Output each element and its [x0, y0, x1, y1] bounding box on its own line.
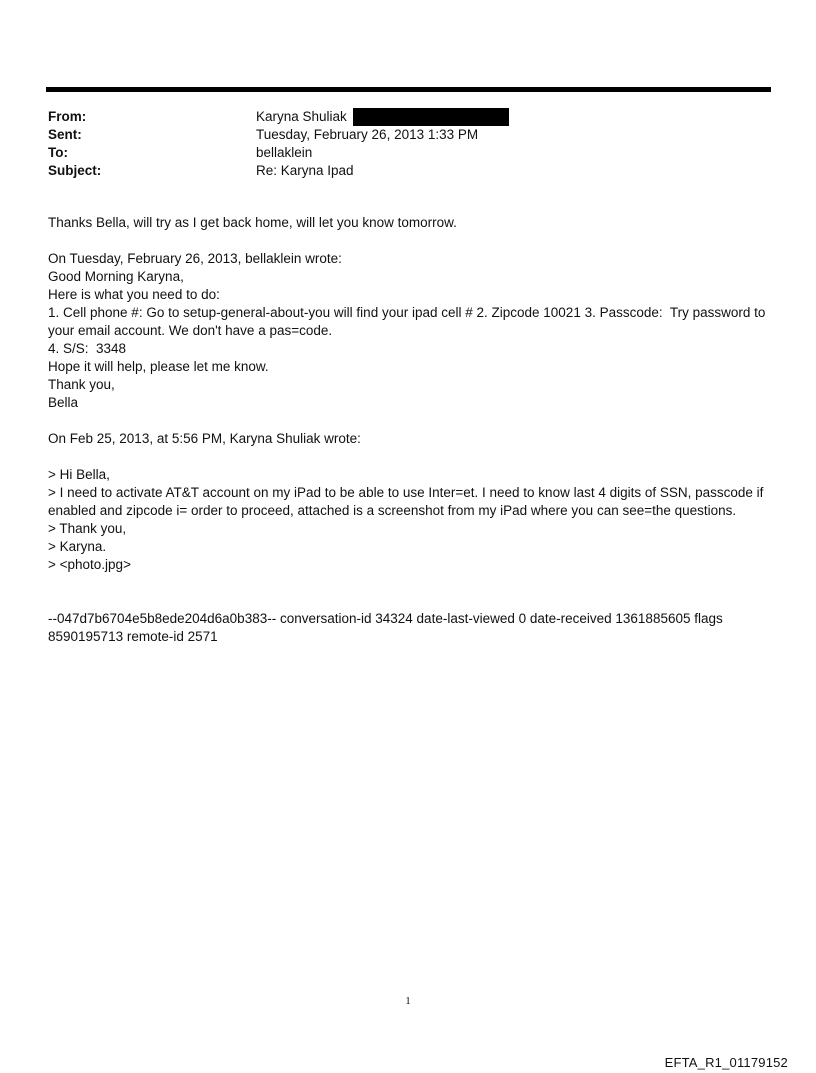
- page-number: 1: [405, 995, 411, 1007]
- quote2-line: > Karyna.: [48, 539, 107, 554]
- quote1-line: Hope it will help, please let me know.: [48, 359, 269, 374]
- quote1-line: 4. S/S: 3348: [48, 341, 127, 356]
- quote1-line: Good Morning Karyna,: [48, 269, 184, 284]
- email-header: [48, 108, 768, 180]
- quote2-line: > Hi Bella,: [48, 467, 110, 482]
- to-row: [48, 144, 768, 162]
- subject-row: [48, 162, 768, 180]
- reply-text: Thanks Bella, will try as I get back home, will let you know tomorrow.: [48, 215, 457, 230]
- quote1-line: 1. Cell phone #: Go to setup-general-about-you will find your ipad cell # 2. Zipcode 10021 3. Passcode: Try password to your email account. We don't have a pas=code.: [48, 305, 770, 338]
- to-value: bellaklein: [256, 145, 313, 160]
- quote1-line: Thank you,: [48, 377, 115, 392]
- email-body: [48, 214, 772, 646]
- document-id: EFTA_R1_01179152: [664, 1055, 788, 1070]
- message-metadata: --047d7b6704e5b8ede204d6a0b383-- conversation-id 34324 date-last-viewed 0 date-received 1361885605 flags 8590195713 remote-id 2571: [48, 611, 727, 644]
- from-row: [48, 108, 768, 126]
- quote2-header: On Feb 25, 2013, at 5:56 PM, Karyna Shuliak wrote:: [48, 431, 361, 446]
- sent-value: Tuesday, February 26, 2013 1:33 PM: [256, 127, 479, 142]
- quote1-line: Bella: [48, 395, 79, 410]
- quote2-line: > Thank you,: [48, 521, 127, 536]
- from-label: From:: [48, 109, 87, 124]
- quote2-line: > I need to activate AT&T account on my iPad to be able to use Inter=et. I need to know last 4 digits of SSN, passcode if enabled and zipcode i= order to proceed, attached is a screenshot from my iPad where you can see=the questions.: [48, 485, 768, 518]
- quote1-header: On Tuesday, February 26, 2013, bellaklein wrote:: [48, 251, 342, 266]
- header-rule: [46, 87, 771, 92]
- quote1-line: Here is what you need to do:: [48, 287, 220, 302]
- redaction-block: [353, 108, 509, 126]
- sent-row: [48, 126, 768, 144]
- subject-label: Subject:: [48, 163, 102, 178]
- sender-name: Karyna Shuliak: [256, 109, 347, 124]
- from-value: [256, 108, 509, 126]
- quote2-line: > <photo.jpg>: [48, 557, 131, 572]
- subject-value: Re: Karyna Ipad: [256, 163, 354, 178]
- to-label: To:: [48, 145, 68, 160]
- sent-label: Sent:: [48, 127, 82, 142]
